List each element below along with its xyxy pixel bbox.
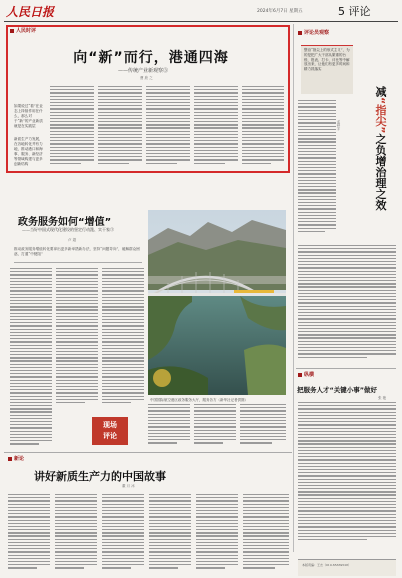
right-body-a xyxy=(298,100,336,240)
story2-byline: 卢 超 xyxy=(68,238,77,242)
story2-subhead: ——当好中国式现代化建设的坚定行动派、实干家③ xyxy=(22,227,114,232)
photo-caption: 中国国际航空港区政务服务大厅，服务各方（新华社记者供图） xyxy=(150,398,248,402)
section-tag-xinlun: 新论 xyxy=(8,456,24,462)
story2-body-col3 xyxy=(102,268,144,413)
page-editor-box xyxy=(298,559,396,576)
story3-body-col4 xyxy=(149,494,191,574)
masthead-rule xyxy=(4,21,398,22)
feature-body-col1 xyxy=(50,86,94,168)
feature-subhead: ——传统产业新观察③ xyxy=(118,68,169,74)
section-tag-zongheng: 纵横 xyxy=(298,372,314,378)
dateline: 2024年6月7日 星期五 xyxy=(257,9,303,14)
story2-lead: 推动政务服务增值转化要拿出更多新举措新办法，坚持“问题导向”，破解群众困惑，打通“中梗阻” xyxy=(14,247,140,256)
right-section-rule xyxy=(296,368,396,369)
right-story-byline: 张 艳 xyxy=(378,396,387,400)
feature-byline: 曹 欣 之 xyxy=(140,76,153,80)
photo-body-col3 xyxy=(240,404,286,448)
page-editor-credit: 本版责编：王志（010-65369528） xyxy=(302,563,352,567)
feature-pullquote-1: 如果说过“看”在业态上持续作用在什么，那么对于“新”的产业新质就是在实践层 xyxy=(14,104,43,128)
photo-body-col1 xyxy=(148,404,190,448)
right-body-b xyxy=(298,245,396,363)
xianchang-pinglun-badge: 现场 评论 xyxy=(92,417,128,445)
story3-body-col5 xyxy=(196,494,238,574)
story2-lead-rule xyxy=(14,262,142,263)
section-tag-pinglun: 评论员观察 xyxy=(298,30,329,36)
column-divider xyxy=(293,24,294,552)
feature-body-col2 xyxy=(98,86,142,168)
right-headline: 减“指尖”之负增治理之效 xyxy=(374,86,387,211)
story2-body-col2 xyxy=(56,268,98,413)
right-byline: 孟祥宇 xyxy=(337,120,341,131)
feature-headline: 向“新”而行，港通四海 xyxy=(73,50,229,66)
lower-section-rule xyxy=(4,452,292,453)
feature-pullquote-2: 新质生产力发展，在各地转化并有力地，推动港口和海事、服务、新经济等领域构建与更多创新结构 xyxy=(14,137,43,166)
photo-body-col2 xyxy=(194,404,236,448)
section-tag-renmin: 人民时评 xyxy=(10,28,36,34)
feature-body-col5 xyxy=(242,86,284,168)
river-bridge-photo xyxy=(148,210,286,395)
story3-body-col6 xyxy=(243,494,289,574)
newspaper-logo: 人民日报 xyxy=(6,5,55,19)
story2-headline: 政务服务如何“增值” xyxy=(18,217,112,228)
story3-body-col3 xyxy=(102,494,144,574)
right-story-headline: 把服务人才“关键小事”做好 xyxy=(297,386,378,394)
feature-body-col3 xyxy=(146,86,190,168)
story3-byline: 董 月 冰 xyxy=(122,484,135,488)
feature-body-col4 xyxy=(194,86,238,168)
story2-body-col1 xyxy=(10,268,52,453)
masthead xyxy=(4,2,398,22)
story3-headline: 讲好新质生产力的中国故事 xyxy=(34,470,166,483)
page-number: 5 评论 xyxy=(338,5,371,18)
right-story-body xyxy=(298,402,396,542)
right-summary-text: 整治“指尖上的形式主义”，为的是把广大干部从繁重的台账、报表、打卡、评比等中解放出来，让他们有更多时间和精力抓落实 xyxy=(304,48,350,72)
story3-body-col1 xyxy=(8,494,50,574)
story3-body-col2 xyxy=(55,494,97,574)
